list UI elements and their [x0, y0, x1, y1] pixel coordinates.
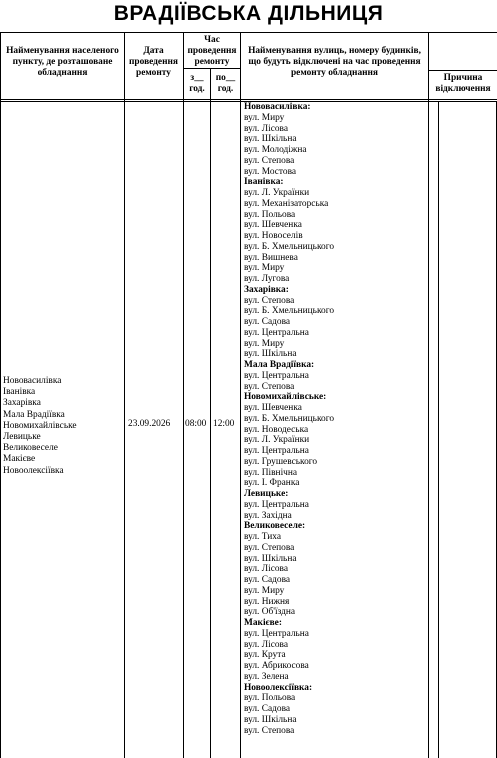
- page-title: ВРАДІЇВСЬКА ДІЛЬНИЦЯ: [113, 2, 384, 25]
- schedule-table: [0, 32, 497, 758]
- street-item: вул. Шкільна: [244, 349, 297, 360]
- street-item: вул. Миру: [244, 263, 285, 274]
- settlement-item: Захарівка: [3, 398, 41, 409]
- col-divider-1: [124, 32, 125, 758]
- settlement-item: Левицьке: [3, 432, 41, 443]
- street-item: вул. Лугова: [244, 274, 290, 284]
- time-subheader-line: [183, 68, 240, 69]
- street-item: вул. Центральна: [244, 628, 309, 639]
- street-item: вул. Степова: [244, 381, 295, 392]
- street-item: вул. Шевченка: [244, 220, 302, 231]
- settlements-list: [3, 376, 77, 477]
- street-item: вул. Нижня: [244, 596, 290, 607]
- street-item: вул. Б. Хмельницького: [244, 241, 335, 252]
- time-from: 08:00: [185, 419, 207, 429]
- street-item: вул. Об'їздна: [244, 607, 296, 618]
- street-item: вул. Б. Хмельницького: [244, 306, 335, 317]
- village-heading: Левицьке:: [244, 489, 289, 499]
- street-item: вул. Вишнева: [244, 252, 298, 263]
- settlement-item: Іванівка: [3, 387, 36, 398]
- street-item: вул. Абрикосова: [244, 661, 309, 671]
- street-item: вул. Тиха: [244, 532, 281, 542]
- table-border-top: [0, 32, 497, 33]
- village-heading: Макієве:: [244, 618, 282, 628]
- col-divider-6: [438, 102, 439, 758]
- street-item: вул. Шкільна: [244, 553, 297, 564]
- header-time: Час проведення ремонту: [187, 35, 237, 67]
- street-item: вул. Л. Українки: [244, 188, 310, 198]
- header-date: Дата проведення ремонту: [129, 46, 178, 78]
- street-item: вул. Садова: [244, 575, 291, 585]
- village-heading: Мала Врадіївка:: [244, 360, 315, 370]
- street-item: вул. Шкільна: [244, 714, 297, 725]
- street-item: вул. Польова: [244, 693, 296, 704]
- street-item: вул. Степова: [244, 542, 295, 553]
- col-divider-5: [428, 32, 429, 758]
- header-bottom-line: [0, 99, 497, 100]
- street-item: вул. Західна: [244, 510, 292, 521]
- street-item: вул. Степова: [244, 155, 295, 166]
- street-item: вул. Польова: [244, 209, 296, 220]
- street-item: вул. Молодіжна: [244, 145, 307, 155]
- settlement-item: Новомихайлівське: [3, 420, 77, 431]
- table-border-left: [0, 32, 1, 758]
- village-heading: Захарівка:: [244, 284, 289, 295]
- street-item: вул. Л. Українки: [244, 435, 310, 446]
- col-divider-3: [210, 68, 211, 758]
- street-item: вул. Північна: [244, 467, 298, 478]
- village-heading: Великовеселе:: [244, 521, 306, 532]
- col-divider-2: [183, 32, 184, 758]
- reason-header-line: [428, 70, 497, 71]
- street-item: вул. Степова: [244, 295, 295, 306]
- street-item: вул. Механізаторська: [244, 198, 329, 209]
- street-item: вул. Шевченка: [244, 403, 302, 413]
- street-item: вул. Лісова: [244, 123, 289, 134]
- street-item: вул. Лісова: [244, 639, 289, 650]
- streets-list: [244, 102, 334, 736]
- street-item: вул. І. Франка: [244, 478, 300, 489]
- street-item: вул. Лісова: [244, 564, 289, 575]
- header-reason: Причина відключення: [435, 73, 491, 94]
- header-streets: Найменування вулиць, номеру будинків, що будуть відключені на час проведення ремонту обладнання: [248, 46, 421, 78]
- street-item: вул. Центральна: [244, 499, 309, 510]
- village-heading: Новоолексіївка:: [244, 682, 313, 693]
- header-to: по__ год.: [215, 73, 236, 94]
- repair-date: 23.09.2026: [128, 419, 171, 429]
- time-to: 12:00: [213, 419, 235, 429]
- street-item: вул. Центральна: [244, 327, 309, 338]
- street-item: вул. Шкільна: [244, 134, 297, 145]
- street-item: вул. Б. Хмельницького: [244, 413, 335, 424]
- street-item: вул. Миру: [244, 338, 285, 349]
- settlement-item: Нововасилівка: [3, 376, 62, 386]
- street-item: вул. Новодеська: [244, 424, 309, 435]
- header-from: з__ год.: [189, 73, 205, 94]
- street-item: вул. Миру: [244, 585, 285, 596]
- street-item: вул. Миру: [244, 112, 285, 123]
- street-item: вул. Грушевського: [244, 456, 318, 467]
- street-item: вул. Крута: [244, 650, 286, 661]
- street-item: вул. Зелена: [244, 671, 289, 682]
- street-item: вул. Центральна: [244, 370, 309, 381]
- street-item: вул. Мостова: [244, 166, 297, 177]
- village-heading: Новомихайлівське:: [244, 392, 327, 403]
- settlement-item: Великовеселе: [3, 443, 58, 454]
- settlement-item: Новоолексіївка: [3, 465, 64, 476]
- settlement-item: Макієве: [3, 454, 36, 465]
- street-item: вул. Садова: [244, 317, 291, 327]
- street-item: вул. Новоселів: [244, 231, 303, 241]
- header-settlement: Найменування населеного пункту, де розташоване обладнання: [6, 46, 119, 78]
- village-heading: Нововасилівка:: [244, 102, 311, 112]
- street-item: вул. Садова: [244, 704, 291, 714]
- col-divider-4: [240, 32, 241, 758]
- village-heading: Іванівка:: [244, 177, 284, 188]
- street-item: вул. Центральна: [244, 446, 309, 456]
- settlement-item: Мала Врадіївка: [3, 409, 65, 420]
- street-item: вул. Степова: [244, 725, 295, 736]
